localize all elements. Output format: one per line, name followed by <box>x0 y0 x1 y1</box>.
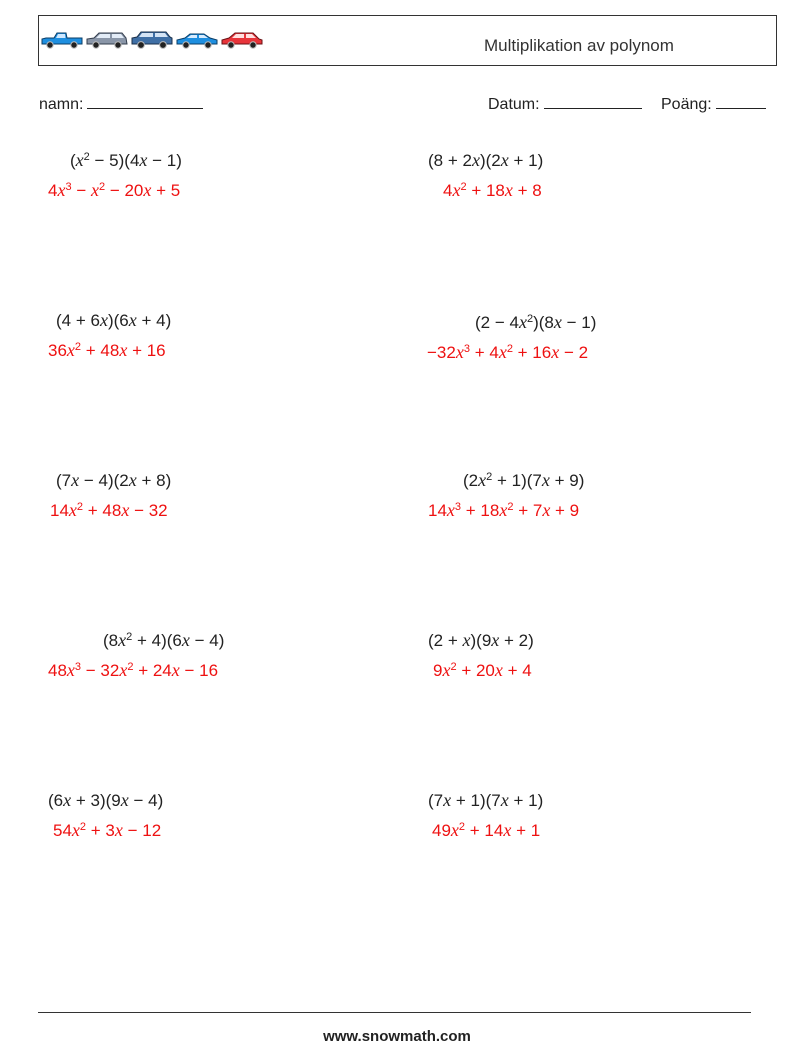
car-icons-row <box>41 30 263 50</box>
problem-9-question: (6x + 3)(9x − 4) <box>48 790 164 810</box>
score-field[interactable] <box>661 94 766 114</box>
name-blank[interactable] <box>87 94 203 109</box>
problem-4-answer: $-32x^3 + 4x^2 + 16x - 2$ <box>427 342 589 362</box>
name-field[interactable] <box>39 94 203 114</box>
score-blank[interactable] <box>716 94 766 109</box>
sedan-icon <box>176 30 218 50</box>
problem-9-answer: $54x^2 + 3x - 12$ <box>53 820 162 840</box>
problem-6-answer: $14x^3 + 18x^2 + 7x + 9$ <box>428 500 580 520</box>
worksheet-title: Multiplikation av polynom <box>484 36 674 55</box>
problem-2-answer: $4x^2 + 18x + 8$ <box>443 180 542 200</box>
problem-5-answer: $14x^2 + 48x - 32$ <box>50 500 168 520</box>
footer-divider <box>38 1012 751 1013</box>
problem-8-answer: $9x^2 + 20x + 4$ <box>433 660 532 680</box>
date-blank[interactable] <box>544 94 642 109</box>
name-label: namn: <box>39 96 84 113</box>
station-wagon-icon <box>86 30 128 50</box>
date-label: Datum: <box>488 96 540 113</box>
hatchback-icon <box>221 30 263 50</box>
problem-6-question: $(2x^2 + 1)(7x + 9)$ <box>463 470 585 490</box>
date-field[interactable] <box>488 94 642 114</box>
score-label: Poäng: <box>661 96 712 113</box>
problem-3-question: (4 + 6x)(6x + 4) <box>56 310 172 330</box>
problem-2-question: (8 + 2x)(2x + 1) <box>428 150 544 170</box>
problem-8-question: (2 + x)(9x + 2) <box>428 630 534 650</box>
suv-icon <box>131 30 173 50</box>
problem-7-question: $(8x^2 + 4)(6x - 4)$ <box>103 630 225 650</box>
pickup-truck-icon <box>41 30 83 50</box>
problem-10-question: (7x + 1)(7x + 1) <box>428 790 544 810</box>
footer-url[interactable]: www.snowmath.com <box>323 1028 471 1045</box>
worksheet-header <box>38 15 777 66</box>
problem-1-question: $(x^2 - 5)(4x - 1)$ <box>70 150 182 170</box>
problem-7-answer: $48x^3 - 32x^2 + 24x - 16$ <box>48 660 219 680</box>
problem-3-answer: $36x^2 + 48x + 16$ <box>48 340 166 360</box>
problem-1-answer: $4x^3 - x^2 - 20x + 5$ <box>48 180 181 200</box>
problem-4-question: $(2 - 4x^2)(8x - 1)$ <box>475 312 597 332</box>
problem-10-answer: $49x^2 + 14x + 1$ <box>432 820 541 840</box>
problem-5-question: (7x − 4)(2x + 8) <box>56 470 172 490</box>
